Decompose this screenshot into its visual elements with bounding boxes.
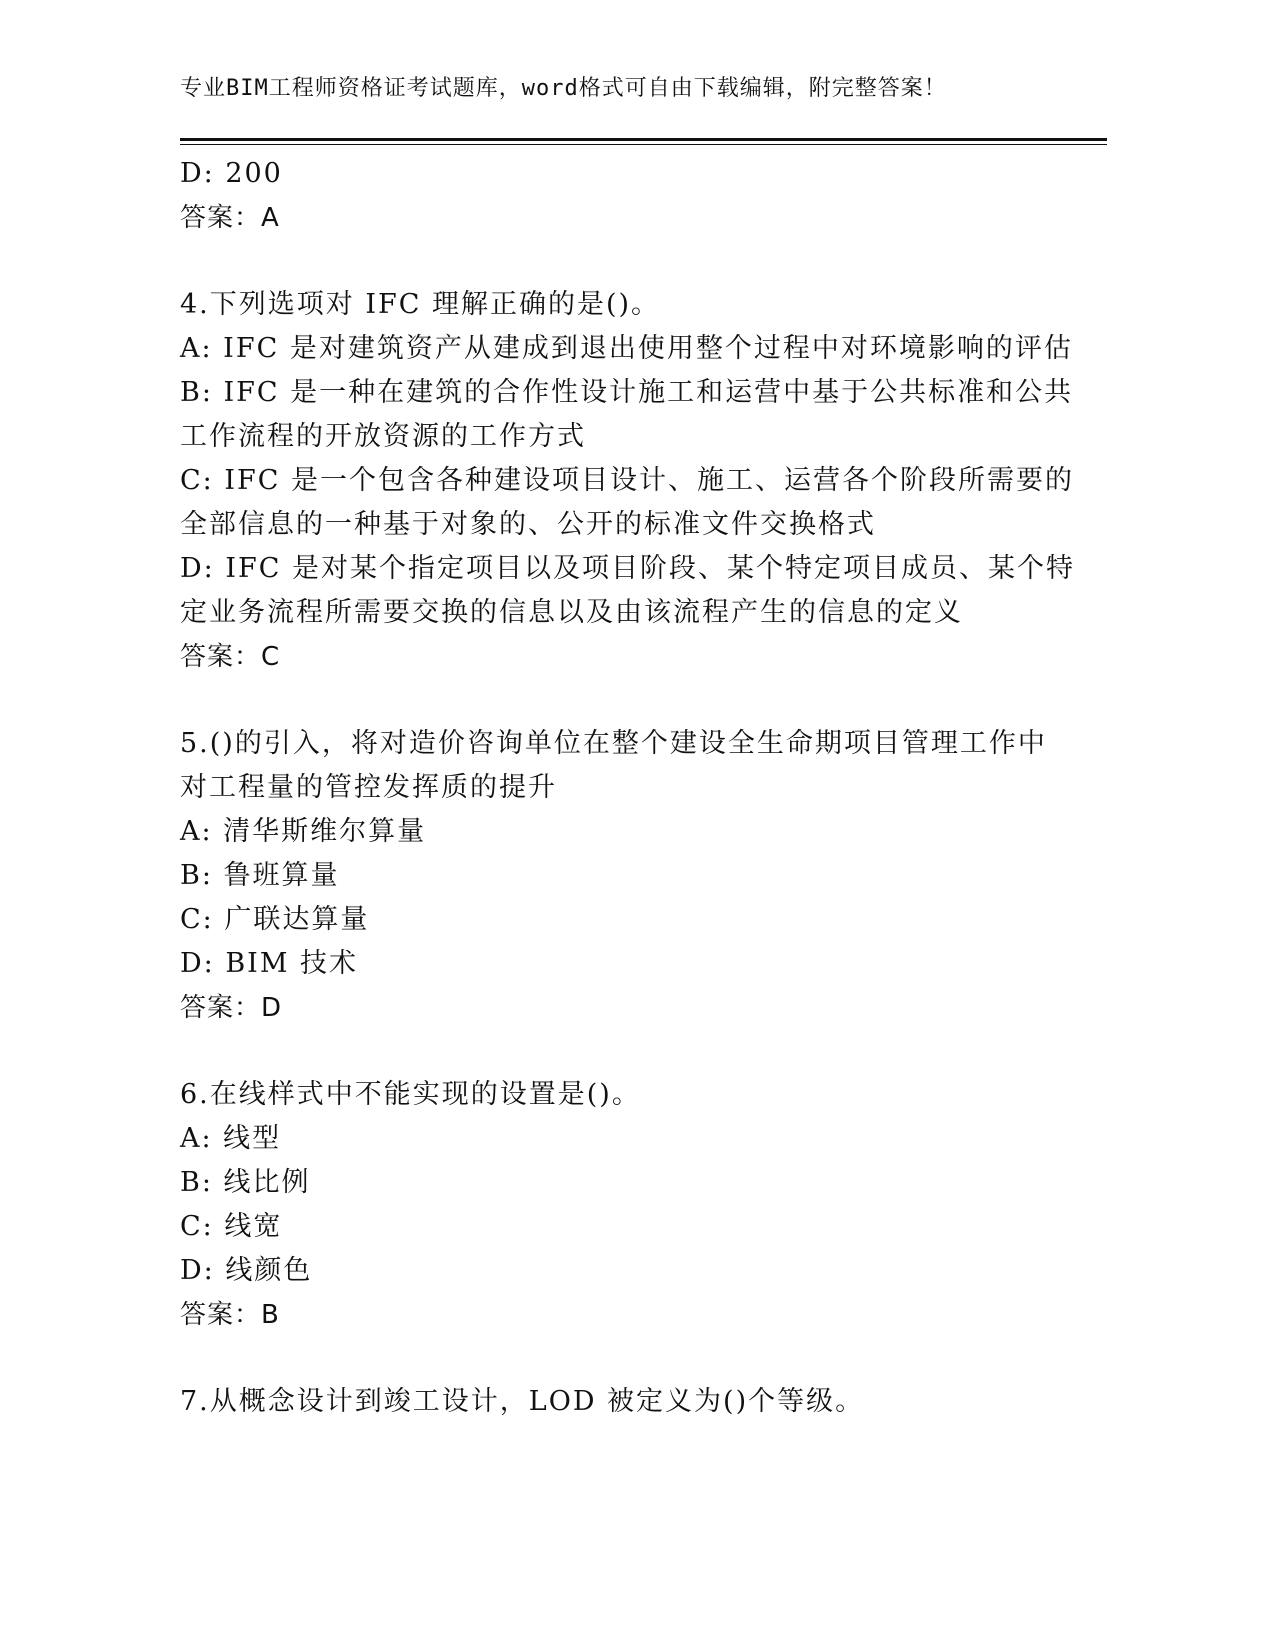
spacer bbox=[180, 240, 1040, 283]
q5-option-b: B: 鲁班算量 bbox=[180, 860, 340, 891]
q6-option-b: B: 线比例 bbox=[180, 1167, 311, 1198]
q4-option-c-line2: 全部信息的一种基于对象的、公开的标准文件交换格式 bbox=[180, 509, 876, 540]
q5-option-a: A: 清华斯维尔算量 bbox=[180, 816, 427, 847]
q6-option-a: A: 线型 bbox=[180, 1123, 282, 1154]
q5-option-c: C: 广联达算量 bbox=[180, 904, 370, 935]
q6-option-c: C: 线宽 bbox=[180, 1211, 283, 1242]
q4-stem: 4.下列选项对 IFC 理解正确的是()。 bbox=[180, 289, 661, 320]
q7-stem: 7.从概念设计到竣工设计，LOD 被定义为()个等级。 bbox=[180, 1386, 865, 1417]
q4-answer: 答案：C bbox=[180, 642, 281, 672]
header-rule-thin bbox=[180, 144, 1107, 145]
q5-stem-line1: 5.()的引入，将对造价咨询单位在整个建设全生命期项目管理工作中 bbox=[180, 728, 1047, 759]
q3-answer: 答案：A bbox=[180, 203, 280, 233]
q4-option-b-line1: B: IFC 是一种在建筑的合作性设计施工和运营中基于公共标准和公共 bbox=[180, 377, 1074, 408]
q5-option-d: D: BIM 技术 bbox=[180, 948, 359, 979]
q5-answer: 答案：D bbox=[180, 993, 283, 1023]
page-header: 专业BIM工程师资格证考试题库，word格式可自由下载编辑，附完整答案！ bbox=[180, 76, 947, 101]
q5-stem-line2: 对工程量的管控发挥质的提升 bbox=[180, 772, 557, 803]
q6-stem: 6.在线样式中不能实现的设置是()。 bbox=[180, 1079, 641, 1110]
q3-option-d: D: 200 bbox=[180, 158, 283, 189]
q4-option-a: A: IFC 是对建筑资产从建成到退出使用整个过程中对环境影响的评估 bbox=[180, 333, 1073, 364]
spacer bbox=[180, 1337, 1040, 1380]
header-rule-thick bbox=[180, 138, 1107, 141]
q4-option-c-line1: C: IFC 是一个包含各种建设项目设计、施工、运营各个阶段所需要的 bbox=[180, 465, 1074, 496]
spacer bbox=[180, 679, 1040, 722]
question-content bbox=[180, 152, 1075, 1424]
q6-option-d: D: 线颜色 bbox=[180, 1255, 313, 1286]
q6-answer: 答案：B bbox=[180, 1300, 280, 1330]
q4-option-b-line2: 工作流程的开放资源的工作方式 bbox=[180, 421, 586, 452]
q4-option-d-line2: 定业务流程所需要交换的信息以及由该流程产生的信息的定义 bbox=[180, 597, 963, 628]
spacer bbox=[180, 1030, 1040, 1073]
q4-option-d-line1: D: IFC 是对某个指定项目以及项目阶段、某个特定项目成员、某个特 bbox=[180, 553, 1075, 584]
